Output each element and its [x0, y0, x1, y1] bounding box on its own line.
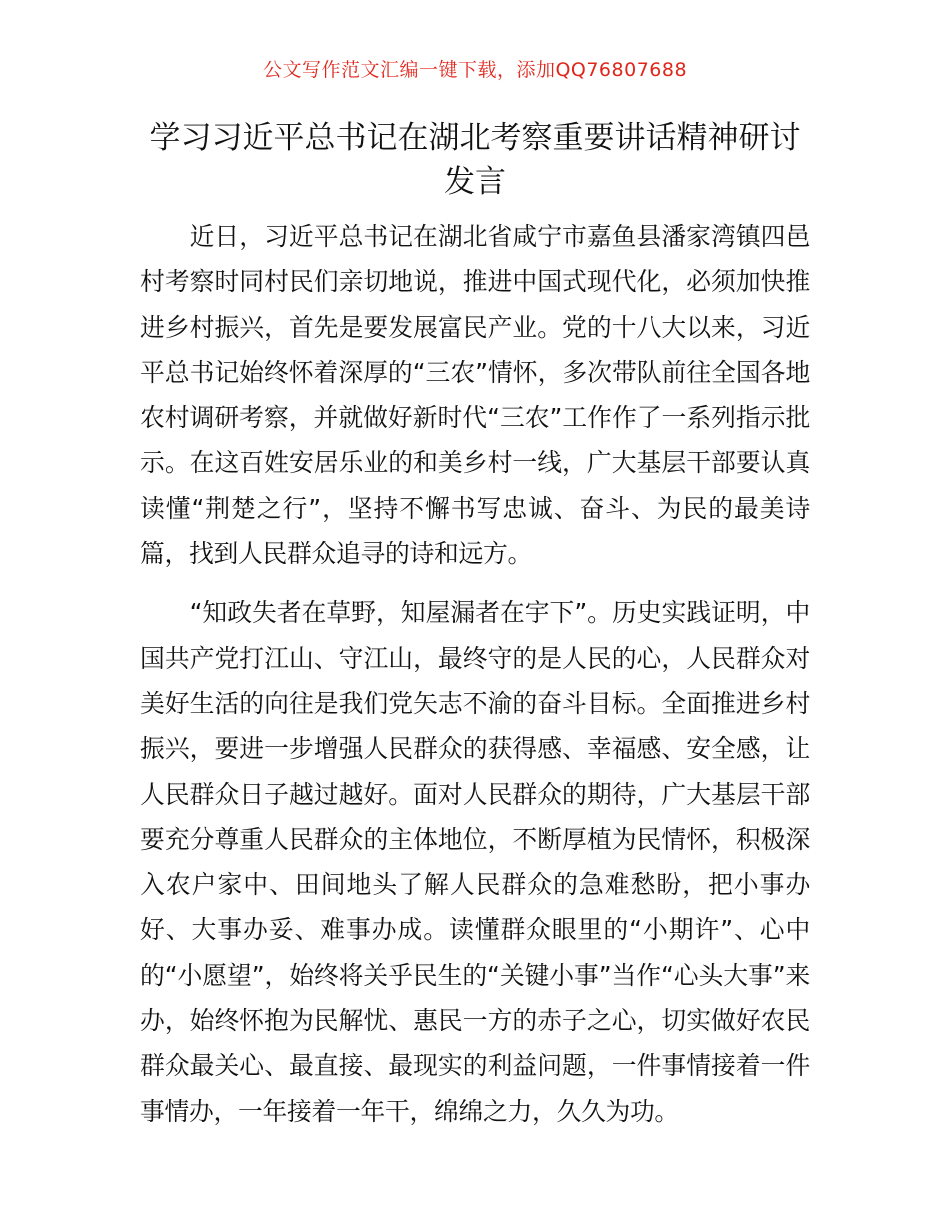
body-paragraph-2: “知政失者在草野，知屋漏者在宇下”。历史实践证明，中国共产党打江山、守江山，最终守的是人民的心，人民群众对美好生活的向往是我们党矢志不渝的奋斗目标。全面推进乡村振兴，要进一步增强人民群众的获得感、幸福感、安全感，让人民群众日子越过越好。面对人民群众的期待，广大基层干部要充分尊重人民群众的主体地位，不断厚植为民情怀，积极深入农户家中、田间地头了解人民群众的急难愁盼，把小事办好、大事办妥、难事办成。读懂群众眼里的“小期许”、心中的“小愿望”，始终将关乎民生的“关键小事”当作“心头大事”来办，始终怀抱为民解忧、惠民一方的赤子之心，切实做好农民群众最关心、最直接、最现实的利益问题，一件事情接着一件事情办，一年接着一年干，绵绵之力，久久为功。 — [140, 598, 810, 1126]
body-paragraph-1: 近日，习近平总书记在湖北省咸宁市嘉鱼县潘家湾镇四邑村考察时同村民们亲切地说，推进中国式现代化，必须加快推进乡村振兴，首先是要发展富民产业。党的十八大以来，习近平总书记始终怀着深厚的“三农”情怀，多次带队前往全国各地农村调研考察，并就做好新时代“三农”工作作了一系列指示批示。在这百姓安居乐业的和美乡村一线，广大基层干部要认真读懂“荆楚之行”，坚持不懈书写忠诚、奋斗、为民的最美诗篇，找到人民群众追寻的诗和远方。 — [140, 222, 810, 569]
document-body — [140, 214, 810, 1134]
document-title: 学习习近平总书记在湖北考察重要讲话精神研讨发言 — [149, 120, 801, 200]
promo-banner-text: 公文写作范文汇编一键下载，添加QQ76807688 — [262, 59, 688, 81]
